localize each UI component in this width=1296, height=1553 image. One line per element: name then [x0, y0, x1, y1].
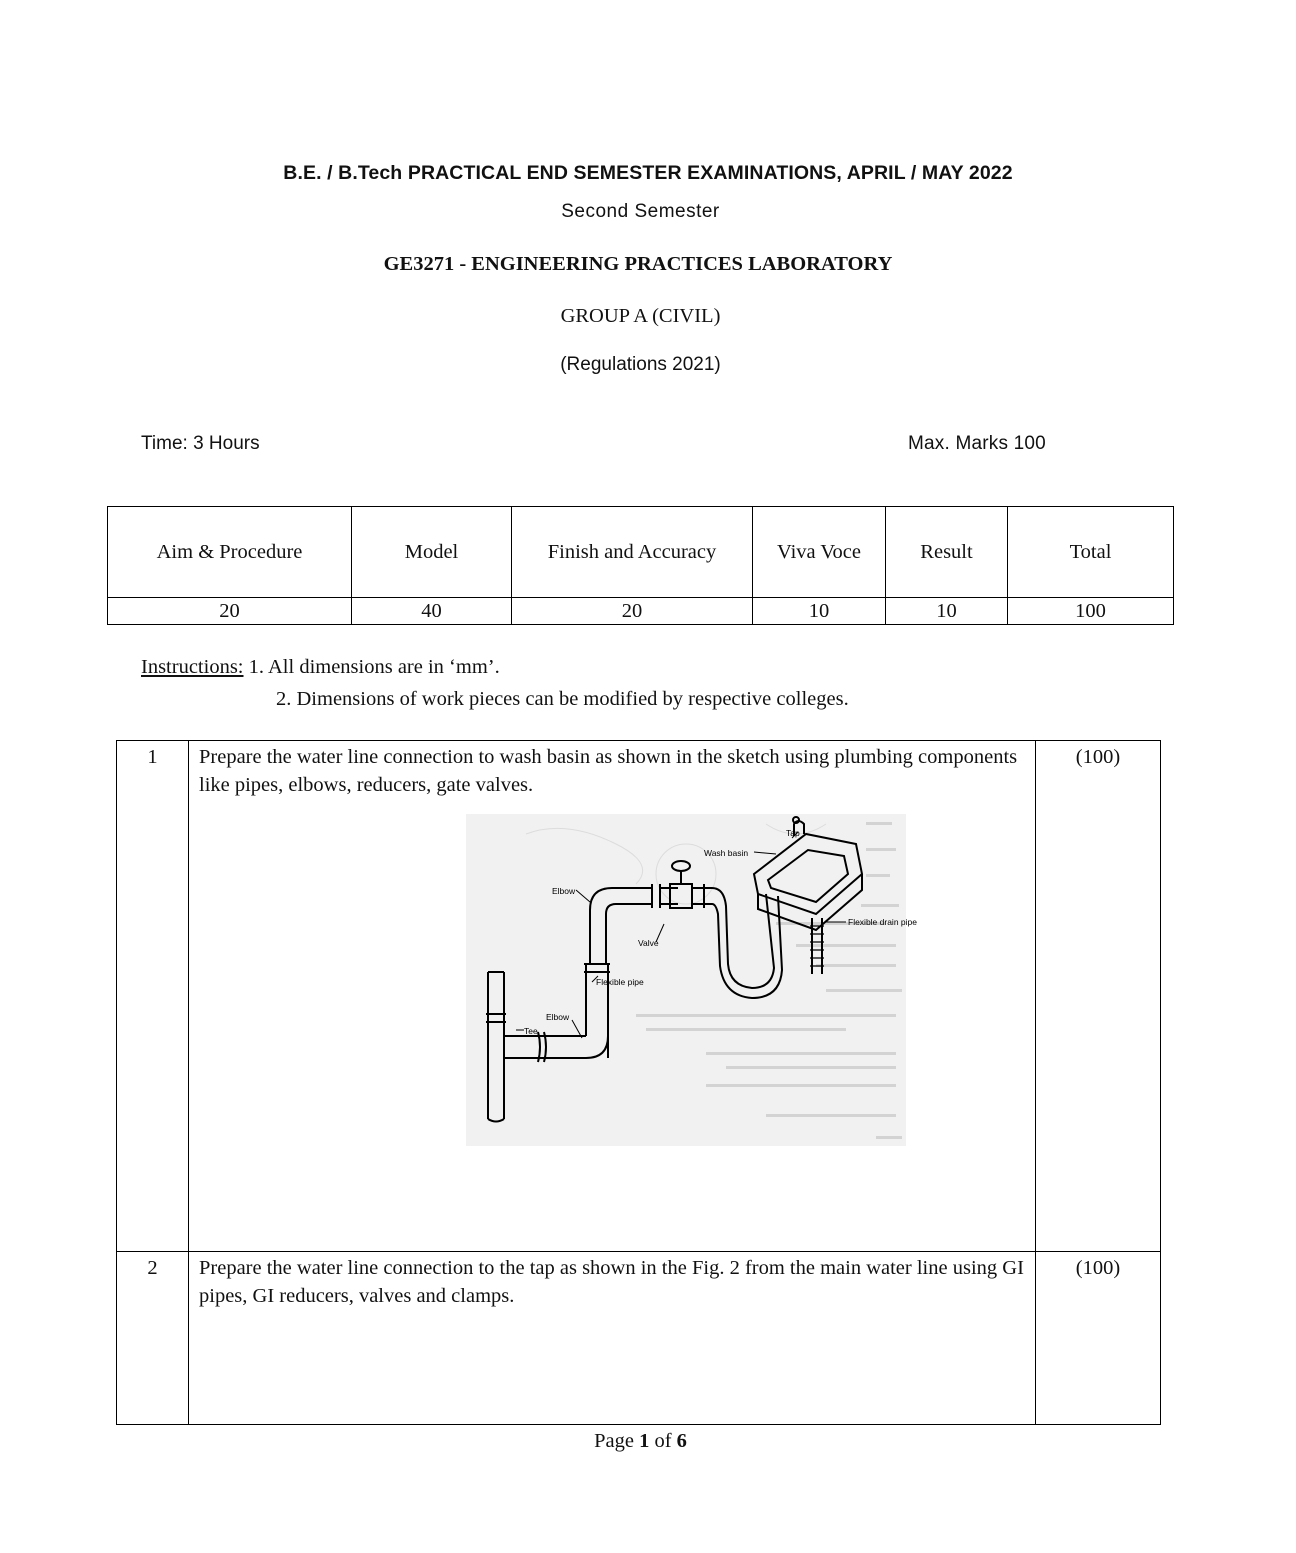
- value-cell: 10: [886, 598, 1008, 625]
- plumbing-sketch: [466, 814, 917, 1146]
- table-header-row: [108, 507, 1174, 598]
- instruction-item: 2. Dimensions of work pieces can be modified by respective colleges.: [276, 688, 849, 710]
- instructions-label: Instructions:: [141, 656, 244, 678]
- exam-title: B.E. / B.Tech PRACTICAL END SEMESTER EXAMINATIONS, APRIL / MAY 2022: [283, 162, 1013, 184]
- page-footer: [0, 1430, 1281, 1453]
- header-cell: Aim & Procedure: [108, 507, 352, 598]
- label-valve: Valve: [638, 938, 659, 948]
- value-cell: 10: [753, 598, 886, 625]
- question-row: [117, 1252, 1161, 1425]
- page-word: Page: [594, 1430, 640, 1452]
- label-tap: Tap: [786, 828, 800, 838]
- label-wash-basin: Wash basin: [704, 848, 749, 858]
- table-row: [108, 598, 1174, 625]
- value-cell: 40: [352, 598, 512, 625]
- header-cell: Finish and Accuracy: [512, 507, 753, 598]
- group-title: GROUP A (CIVIL): [560, 305, 721, 327]
- question-text: Prepare the water line connection to the tap as shown in the Fig. 2 from the main water line using GI pipes, GI reducers, valves and clamps.: [189, 1252, 1036, 1425]
- regulations: (Regulations 2021): [560, 354, 721, 375]
- label-elbow-top: Elbow: [552, 886, 576, 896]
- max-marks: Max. Marks 100: [908, 433, 1046, 454]
- question-marks: (100): [1036, 1252, 1161, 1425]
- header-cell: Viva Voce: [753, 507, 886, 598]
- of-word: of: [649, 1430, 677, 1452]
- label-tee: Tee: [524, 1026, 538, 1036]
- course-title: GE3271 - ENGINEERING PRACTICES LABORATORY: [383, 253, 893, 275]
- label-elbow-bottom: Elbow: [546, 1012, 570, 1022]
- label-flexible-pipe: Flexible pipe: [596, 977, 644, 987]
- instructions-line-1: [141, 656, 500, 679]
- plumbing-sketch-figure: [466, 814, 917, 1146]
- question-number: 2: [117, 1252, 189, 1425]
- value-cell: 100: [1008, 598, 1174, 625]
- marks-distribution-table: [107, 506, 1174, 625]
- question-text-content: Prepare the water line connection to wash basin as shown in the sketch using plumbing components like pipes, elbows, reducers, gate valves.: [199, 746, 1018, 796]
- semester: Second Semester: [561, 201, 720, 222]
- header-cell: Model: [352, 507, 512, 598]
- value-cell: 20: [512, 598, 753, 625]
- question-number: 1: [117, 741, 189, 1252]
- header-cell: Total: [1008, 507, 1174, 598]
- page-total: 6: [676, 1430, 687, 1452]
- question-marks: (100): [1036, 741, 1161, 1252]
- exam-time: Time: 3 Hours: [141, 433, 260, 454]
- value-cell: 20: [108, 598, 352, 625]
- label-flexible-drain-pipe: Flexible drain pipe: [848, 917, 917, 927]
- page-number: 1: [639, 1430, 650, 1452]
- instruction-item: 1. All dimensions are in ‘mm’.: [243, 656, 500, 678]
- header-cell: Result: [886, 507, 1008, 598]
